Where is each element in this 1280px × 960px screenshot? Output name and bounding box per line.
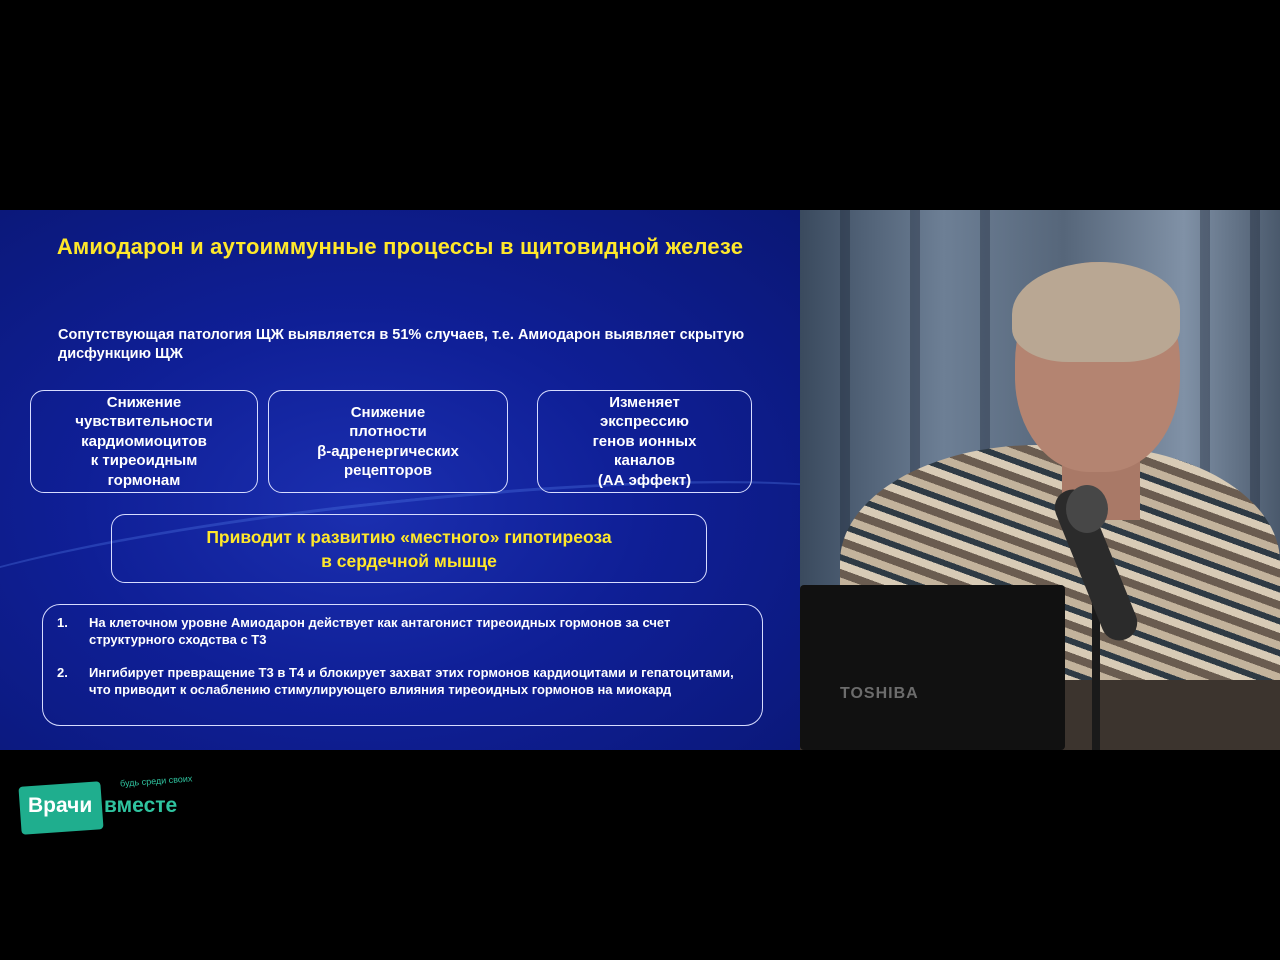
list-item-number: 1. [57, 615, 68, 630]
logo-word-1: Врачи [28, 794, 93, 817]
effect-box-receptors [268, 390, 508, 493]
effect-text: Снижение плотности β-адренергических рецепторов [317, 403, 459, 479]
list-item-text: Ингибирует превращение Т3 в Т4 и блокирует захват этих гормонов кардиоцитами и гепатоцитами, что приводит к ослаблению стимулирующего влияния тиреоидных гормонов на миокард [89, 665, 734, 697]
effect-text: Изменяет экспрессию генов ионных каналов (АА эффект) [592, 393, 697, 489]
speaker-hair [1012, 262, 1180, 362]
laptop-brand: TOSHIBA [840, 685, 919, 702]
logo-tagline: будь среди своих [119, 773, 193, 789]
slide-intro: Сопутствующая патология ЩЖ выявляется в 51% случаев, т.е. Амиодарон выявляет скрытую дисфункцию ЩЖ [58, 327, 745, 362]
conclusion-box [111, 514, 707, 583]
mechanisms-list [42, 604, 763, 726]
microphone-head [1066, 485, 1108, 533]
effect-text: Снижение чувствительности кардиомиоцитов к тиреоидным гормонам [75, 393, 213, 489]
list-item-number: 2. [57, 665, 68, 680]
list-item [57, 614, 748, 648]
effect-box-sensitivity [30, 390, 258, 493]
conclusion-text: Приводит к развитию «местного» гипотиреоза в сердечной мышце [206, 526, 612, 571]
logo-word-2: вместе [104, 794, 178, 817]
laptop [800, 585, 1065, 750]
presentation-slide [0, 210, 800, 750]
list-item-text: На клеточном уровне Амиодарон действует как антагонист тиреоидных гормонов за счет структурного сходства с Т3 [89, 615, 671, 647]
list-item [57, 664, 748, 698]
speaker-video [800, 210, 1280, 750]
effect-box-ion-channels [537, 390, 752, 493]
slide-title: Амиодарон и аутоиммунные процессы в щитовидной железе [56, 234, 744, 259]
